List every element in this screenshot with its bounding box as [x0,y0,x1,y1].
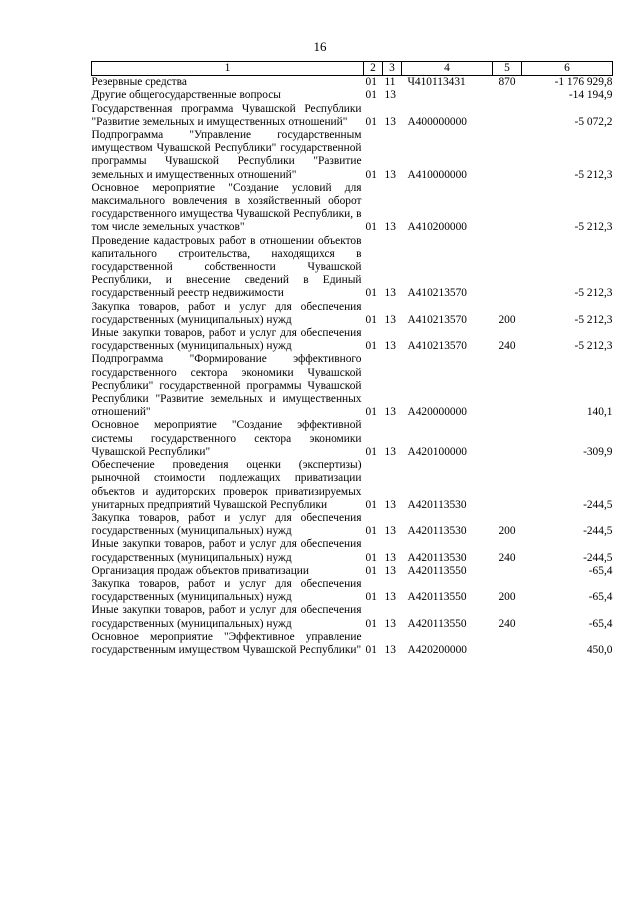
row-amount: -14 194,9 [568,89,613,102]
row-section: 01 [365,445,377,458]
row-amount: -5 212,3 [574,168,613,181]
header-cell-rz: 2 [364,62,383,76]
row-name: Закупка товаров, работ и услуг для обеспечения государственных (муниципальных) нужд [91,300,362,326]
header-cell-amount: 6 [522,62,613,76]
row-target-code [402,89,493,102]
row-name: Организация продаж объектов приватизации [91,564,309,577]
row-amount: -5 212,3 [574,313,613,326]
row-name: Закупка товаров, работ и услуг для обеспечения государственных (муниципальных) нужд [91,577,362,604]
table-row [92,182,613,235]
row-target-code: А400000000 [407,115,467,128]
row-expense-type: 870 [498,76,516,89]
table-row [92,89,613,102]
row-amount: -65,4 [588,564,613,577]
row-amount: -5 212,3 [574,287,613,300]
row-section: 01 [365,551,377,564]
row-section: 01 [365,221,377,234]
row-section: 01 [365,643,377,656]
row-name: Закупка товаров, работ и услуг для обеспечения государственных (муниципальных) нужд [91,511,362,538]
row-name: Подпрограмма "Управление государственным имуществом Чувашской Республики" государственной программы Чувашской Республики "Развитие земельных и имущественных отношений" [91,129,362,181]
row-name: Иные закупки товаров, работ и услуг для обеспечения государственных (муниципальных) нужд [91,327,362,353]
table-row [92,103,613,129]
row-target-code: А410000000 [407,168,467,181]
row-subsection: 13 [384,221,396,234]
row-name: Проведение кадастровых работ в отношении объектов капитального строительства, находящихся в государственной собственности Чувашской Республики, и внесение сведений в Единый государственный реестр недвижимости [91,234,362,300]
row-expense-type [493,565,522,578]
row-subsection: 13 [384,340,396,353]
row-amount: -244,5 [583,551,613,564]
row-section: 01 [365,591,377,604]
row-subsection: 13 [384,591,396,604]
budget-table [91,61,613,657]
header-cell-pr: 3 [383,62,402,76]
row-expense-type [493,89,522,102]
row-amount: -5 072,2 [574,115,613,128]
row-section: 01 [365,115,377,128]
row-target-code: А420113530 [407,525,467,538]
row-name: Иные закупки товаров, работ и услуг для обеспечения государственных (муниципальных) нужд [91,538,362,564]
row-subsection: 13 [384,115,396,128]
row-name: Резервные средства [91,76,187,89]
row-name: Основное мероприятие "Создание эффективной системы государственного сектора экономики Чувашской Республики" [91,419,362,458]
row-target-code: А410213570 [407,287,467,300]
row-target-code: А410200000 [407,221,467,234]
page-number: 16 [313,39,327,54]
table-row [92,235,613,301]
row-section: 01 [365,498,377,511]
row-expense-type: 200 [498,313,516,326]
header-cell-vr: 5 [493,62,522,76]
row-subsection: 13 [384,406,396,419]
row-expense-type [493,235,522,301]
row-section: 01 [365,340,377,353]
row-target-code: А420000000 [407,406,467,419]
row-expense-type [493,419,522,459]
row-expense-type [493,353,522,419]
row-target-code: А420113550 [407,591,467,604]
row-subsection: 13 [384,617,396,630]
row-target-code: А420113530 [407,551,467,564]
row-subsection: 13 [384,168,396,181]
row-expense-type [493,182,522,235]
table-row [92,604,613,630]
row-target-code: А410213570 [407,340,467,353]
row-target-code: Ч410113431 [407,76,466,89]
table-body [92,76,613,657]
row-amount: -65,4 [588,591,613,604]
row-subsection: 13 [384,551,396,564]
row-subsection: 13 [384,445,396,458]
row-amount: -65,4 [588,617,613,630]
row-subsection: 13 [384,287,396,300]
row-expense-type: 240 [498,551,516,564]
row-expense-type: 200 [498,525,516,538]
row-section: 01 [365,76,377,89]
row-section: 01 [365,287,377,300]
row-expense-type [493,631,522,657]
table-row [92,76,613,90]
row-subsection: 13 [384,89,396,102]
header-cell-name: 1 [92,62,364,76]
row-subsection: 13 [384,564,396,577]
row-section: 01 [365,89,377,102]
table-row [92,129,613,182]
table-row [92,565,613,578]
row-amount: -244,5 [583,525,613,538]
table-row [92,459,613,512]
row-expense-type [493,459,522,512]
row-subsection: 13 [384,313,396,326]
row-amount: -309,9 [583,445,613,458]
row-name: Иные закупки товаров, работ и услуг для обеспечения государственных (муниципальных) нужд [91,604,362,630]
row-name: Основное мероприятие "Эффективное управление государственным имуществом Чувашской Республики" [91,630,362,656]
table-row [92,419,613,459]
row-target-code: А420113550 [407,617,467,630]
row-amount: -1 176 929,8 [554,76,613,89]
row-section: 01 [365,168,377,181]
row-name: Государственная программа Чувашской Республики "Развитие земельных и имущественных отношений" [91,102,362,128]
row-name: Подпрограмма "Формирование эффективного государственного сектора экономики Чувашской Республики" государственной программы Чувашской Республики "Развитие земельных и имущественных отношений" [91,353,362,419]
row-amount: 450,0 [586,643,613,656]
row-target-code: А410213570 [407,313,467,326]
row-expense-type [493,129,522,182]
row-section: 01 [365,617,377,630]
table-row [92,327,613,353]
row-target-code: А420113550 [407,564,467,577]
table-row [92,538,613,564]
row-name: Другие общегосударственные вопросы [91,89,281,102]
row-target-code: А420113530 [407,498,467,511]
row-amount: -5 212,3 [574,221,613,234]
table-row [92,512,613,538]
row-section: 01 [365,525,377,538]
row-subsection: 13 [384,525,396,538]
row-expense-type [493,103,522,129]
table-row [92,631,613,657]
row-expense-type: 240 [498,340,516,353]
table-row [92,301,613,327]
row-subsection: 13 [384,643,396,656]
table-row [92,353,613,419]
row-name: Основное мероприятие "Создание условий для максимального вовлечения в хозяйственный оборот государственного имущества Чувашской Республики, в том числе земельных участков" [91,181,362,234]
row-amount: -244,5 [583,498,613,511]
row-section: 01 [365,313,377,326]
row-subsection: 13 [384,498,396,511]
row-expense-type: 240 [498,617,516,630]
row-target-code: А420100000 [407,445,467,458]
row-name: Обеспечение проведения оценки (экспертизы) рыночной стоимости подлежащих приватизации объектов и аудиторских проверок приватизируемых унитарных предприятий Чувашской Республики [91,459,362,511]
row-amount: 140,1 [586,406,613,419]
row-amount: -5 212,3 [574,340,613,353]
table-row [92,578,613,604]
header-cell-csr: 4 [402,62,493,76]
row-target-code: А420200000 [407,643,467,656]
row-section: 01 [365,406,377,419]
row-expense-type: 200 [498,591,516,604]
row-subsection: 11 [384,76,396,89]
row-section: 01 [365,564,377,577]
table-header-row [92,62,613,76]
